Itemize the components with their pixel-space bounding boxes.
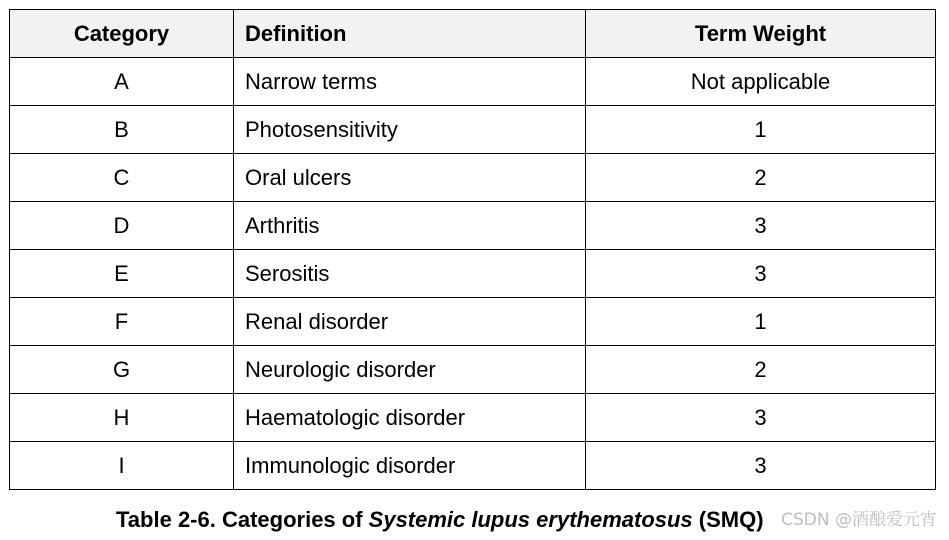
header-term-weight: Term Weight [586, 10, 936, 58]
caption-italic-term: Systemic lupus erythematosus [368, 507, 693, 532]
cell-definition: Renal disorder [234, 298, 586, 346]
cell-term-weight: 3 [586, 442, 936, 490]
cell-category: E [10, 250, 234, 298]
cell-category: D [10, 202, 234, 250]
table-row [10, 346, 936, 394]
cell-term-weight: 3 [586, 394, 936, 442]
table-row [10, 58, 936, 106]
cell-category: H [10, 394, 234, 442]
cell-term-weight: Not applicable [586, 58, 936, 106]
cell-term-weight: 1 [586, 106, 936, 154]
cell-term-weight: 2 [586, 154, 936, 202]
table-row [10, 202, 936, 250]
table-row [10, 298, 936, 346]
cell-term-weight: 3 [586, 250, 936, 298]
header-category: Category [10, 10, 234, 58]
cell-category: F [10, 298, 234, 346]
table-caption-text [116, 504, 764, 536]
cell-definition: Neurologic disorder [234, 346, 586, 394]
cell-term-weight: 1 [586, 298, 936, 346]
cell-term-weight: 2 [586, 346, 936, 394]
caption-suffix: (SMQ) [692, 507, 764, 532]
table-row [10, 442, 936, 490]
smq-categories-table [9, 9, 936, 490]
caption-prefix: Table 2-6. Categories of [116, 507, 369, 532]
cell-definition: Narrow terms [234, 58, 586, 106]
table-row [10, 394, 936, 442]
cell-definition: Oral ulcers [234, 154, 586, 202]
cell-term-weight: 3 [586, 202, 936, 250]
cell-definition: Arthritis [234, 202, 586, 250]
cell-definition: Serositis [234, 250, 586, 298]
watermark: CSDN @酒酿爱元宵 [781, 510, 937, 530]
table-row [10, 106, 936, 154]
cell-category: G [10, 346, 234, 394]
table-header-row [10, 10, 936, 58]
cell-definition: Haematologic disorder [234, 394, 586, 442]
cell-definition: Immunologic disorder [234, 442, 586, 490]
header-definition: Definition [234, 10, 586, 58]
cell-category: I [10, 442, 234, 490]
table-row [10, 154, 936, 202]
cell-category: B [10, 106, 234, 154]
cell-category: C [10, 154, 234, 202]
cell-definition: Photosensitivity [234, 106, 586, 154]
table-row [10, 250, 936, 298]
cell-category: A [10, 58, 234, 106]
